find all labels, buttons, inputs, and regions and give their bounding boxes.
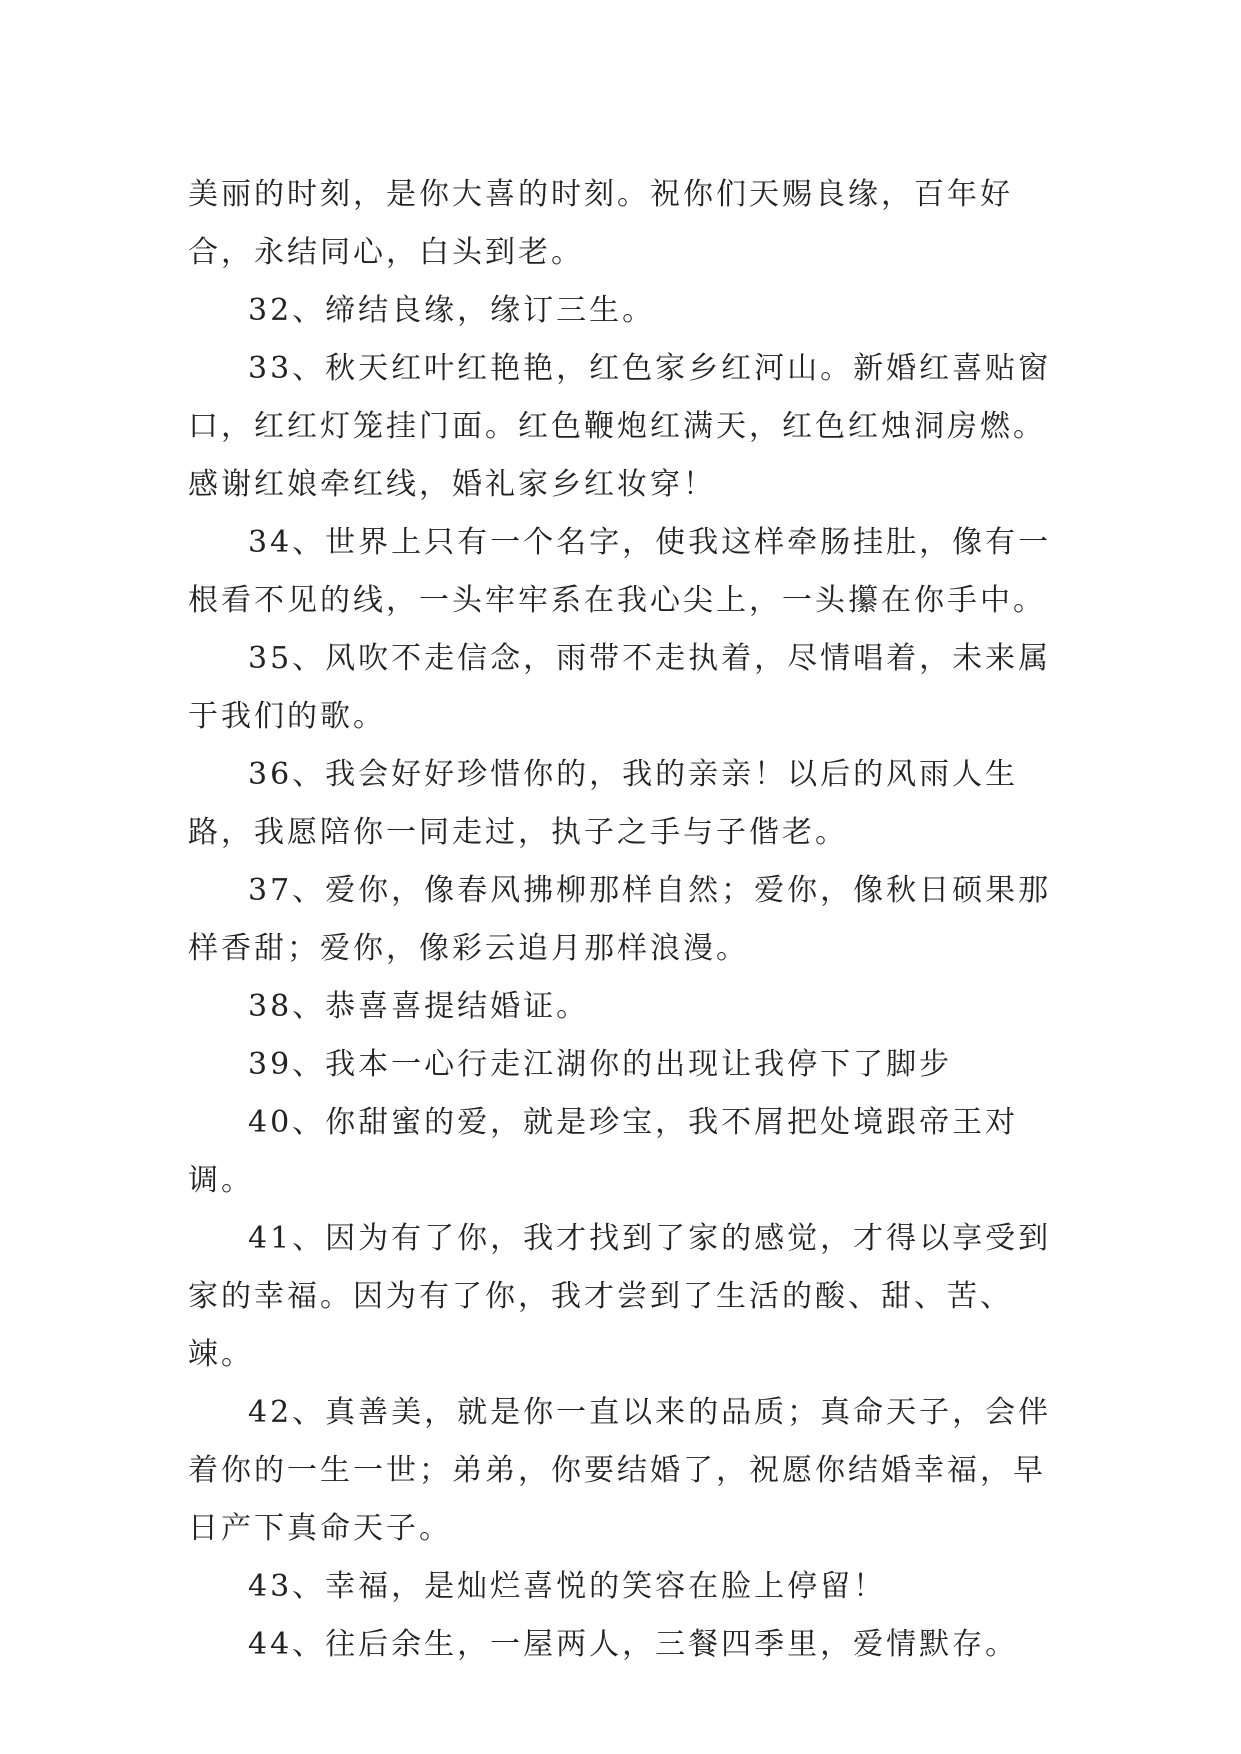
paragraph-32: 32、缔结良缘，缘订三生。: [248, 293, 656, 328]
paragraph-42: 42、真善美，就是你一直以来的品质；真命天子，会伴着你的一生一世；弟弟，你要结婚了，祝愿你结婚幸福，早日产下真命天子。: [188, 1395, 1052, 1546]
document-body: [188, 166, 1058, 1674]
paragraph-44: 44、往后余生，一屋两人，三餐四季里，爱情默存。: [248, 1627, 1019, 1662]
paragraph-43: 43、幸福，是灿烂喜悦的笑容在脸上停留！: [248, 1569, 887, 1604]
paragraph-34: 34、世界上只有一个名字，使我这样牵肠挂肚，像有一根看不见的线，一头牢牢系在我心尖上，一头攥在你手中。: [188, 525, 1052, 618]
paragraph-33: 33、秋天红叶红艳艳，红色家乡红河山。新婚红喜贴窗口，红红灯笼挂门面。红色鞭炮红满天，红色红烛洞房燃。感谢红娘牵红线，婚礼家乡红妆穿！: [188, 351, 1052, 502]
paragraph-continuation: 美丽的时刻，是你大喜的时刻。祝你们天赐良缘，百年好合，永结同心，白头到老。: [188, 177, 1013, 270]
paragraph-35: 35、风吹不走信念，雨带不走执着，尽情唱着，未来属于我们的歌。: [188, 641, 1052, 734]
paragraph-37: 37、爱你，像春风拂柳那样自然；爱你，像秋日硕果那样香甜；爱你，像彩云追月那样浪漫。: [188, 873, 1052, 966]
paragraph-38: 38、恭喜喜提结婚证。: [248, 989, 590, 1024]
paragraph-36: 36、我会好好珍惜你的，我的亲亲！以后的风雨人生路，我愿陪你一同走过，执子之手与子偕老。: [188, 757, 1019, 850]
paragraph-39: 39、我本一心行走江湖你的出现让我停下了脚步: [248, 1047, 953, 1082]
paragraph-40: 40、你甜蜜的爱，就是珍宝，我不屑把处境跟帝王对调。: [188, 1105, 1019, 1198]
paragraph-41: 41、因为有了你，我才找到了家的感觉，才得以享受到家的幸福。因为有了你，我才尝到了生活的酸、甜、苦、竦。: [188, 1221, 1052, 1372]
